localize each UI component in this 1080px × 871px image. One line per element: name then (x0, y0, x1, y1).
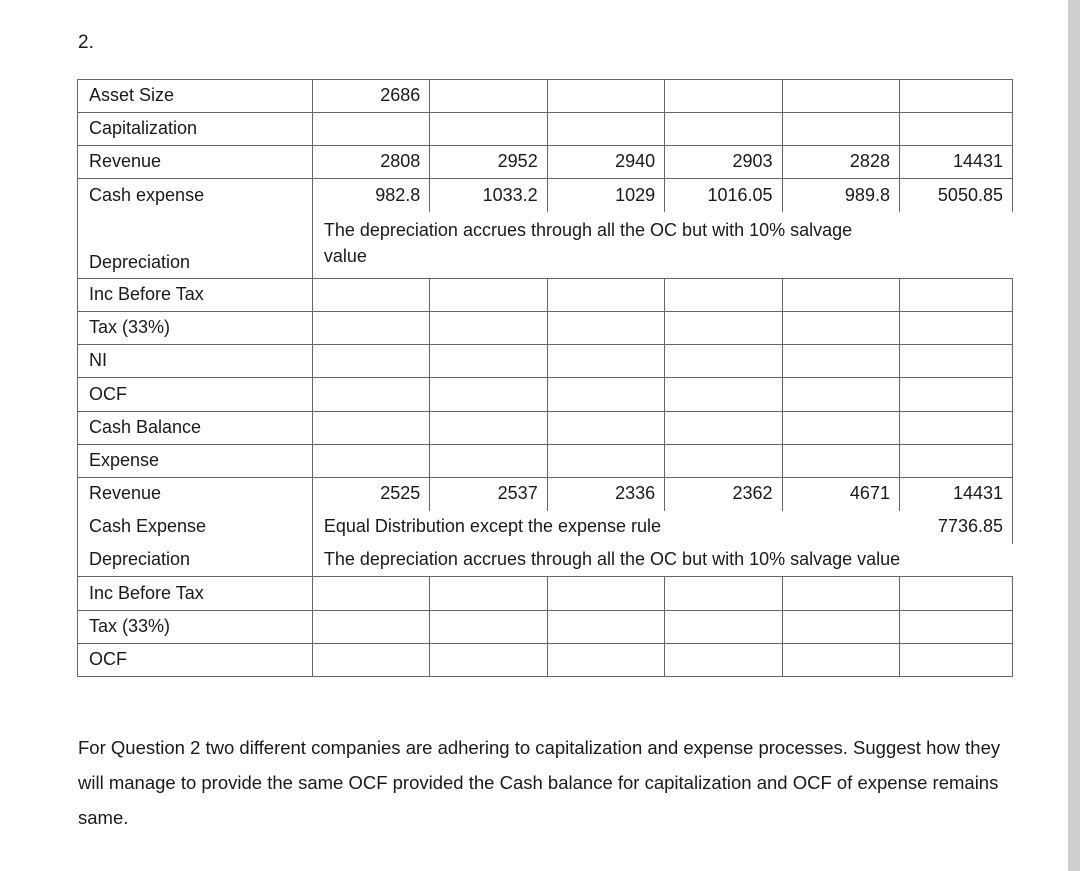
depreciation-note: The depreciation accrues through all the OC but with 10% salvage value (312, 212, 1012, 278)
empty-cell (547, 411, 664, 444)
empty-cell (899, 444, 1012, 477)
table-row-ocf (78, 378, 1013, 411)
revenue-value: 2952 (430, 146, 547, 179)
row-label: OCF (78, 378, 313, 411)
cash-expense-value: 1033.2 (430, 179, 547, 212)
empty-cell (547, 80, 664, 113)
table-row-expense-cash-expense (78, 511, 1013, 544)
empty-cell (312, 411, 429, 444)
table-row-cash-expense (78, 179, 1013, 212)
empty-cell (547, 444, 664, 477)
empty-cell (547, 278, 664, 311)
empty-cell (899, 113, 1012, 146)
question-text: For Question 2 two different companies are adhering to capitalization and expense processes. Suggest how they will manage to provide the same OCF provided the Cash balance for capitalization and OCF of expense remains same. (78, 737, 1001, 828)
empty-cell (899, 610, 1012, 643)
empty-cell (782, 345, 899, 378)
row-label: Inc Before Tax (78, 278, 313, 311)
scrollbar[interactable] (1068, 0, 1080, 871)
empty-cell (430, 411, 547, 444)
row-label: Revenue (78, 146, 313, 179)
empty-cell (312, 378, 429, 411)
empty-cell (547, 577, 664, 610)
depreciation-note: The depreciation accrues through all the OC but with 10% salvage value (312, 544, 1012, 577)
empty-cell (430, 80, 547, 113)
empty-cell (312, 312, 429, 345)
empty-cell (782, 610, 899, 643)
row-label: Cash expense (78, 179, 313, 212)
row-label: Revenue (78, 477, 313, 510)
empty-cell (665, 378, 782, 411)
empty-cell (430, 577, 547, 610)
empty-cell (665, 444, 782, 477)
revenue-value: 4671 (782, 477, 899, 510)
empty-cell (899, 411, 1012, 444)
table-row-expense-inc-before-tax (78, 577, 1013, 610)
revenue-value: 2525 (312, 477, 429, 510)
empty-cell (430, 610, 547, 643)
revenue-value: 2537 (430, 477, 547, 510)
empty-cell (782, 80, 899, 113)
empty-cell (547, 378, 664, 411)
empty-cell (665, 610, 782, 643)
cash-expense-value: 989.8 (782, 179, 899, 212)
empty-cell (899, 345, 1012, 378)
empty-cell (312, 643, 429, 676)
table-row-asset-size (78, 80, 1013, 113)
cash-expense-note: Equal Distribution except the expense rule (312, 511, 899, 544)
empty-cell (899, 577, 1012, 610)
cash-expense-value: 1016.05 (665, 179, 782, 212)
page-number: 2. (78, 32, 94, 53)
empty-cell (665, 411, 782, 444)
table-row-capitalization (78, 113, 1013, 146)
table-row-expense-ocf (78, 643, 1013, 676)
empty-cell (665, 577, 782, 610)
row-label: OCF (78, 643, 313, 676)
cash-expense-value: 1029 (547, 179, 664, 212)
empty-cell (899, 378, 1012, 411)
empty-cell (665, 345, 782, 378)
cash-expense-total: 5050.85 (899, 179, 1012, 212)
empty-cell (547, 312, 664, 345)
empty-cell (547, 113, 664, 146)
empty-cell (547, 345, 664, 378)
empty-cell (430, 278, 547, 311)
revenue-total: 14431 (899, 477, 1012, 510)
table-row-revenue (78, 146, 1013, 179)
empty-cell (782, 411, 899, 444)
row-label: Depreciation (78, 212, 313, 278)
empty-cell (665, 113, 782, 146)
revenue-total: 14431 (899, 146, 1012, 179)
empty-cell (430, 312, 547, 345)
row-label: Cash Expense (78, 511, 313, 544)
revenue-value: 2903 (665, 146, 782, 179)
empty-cell (665, 643, 782, 676)
empty-cell (312, 610, 429, 643)
table-row-depreciation (78, 212, 1013, 278)
empty-cell (312, 444, 429, 477)
table-row-cash-balance (78, 411, 1013, 444)
revenue-value: 2828 (782, 146, 899, 179)
table-row-expense-depreciation (78, 544, 1013, 577)
empty-cell (665, 80, 782, 113)
empty-cell (665, 278, 782, 311)
empty-cell (312, 278, 429, 311)
empty-cell (430, 643, 547, 676)
cash-expense-value: 982.8 (312, 179, 429, 212)
table-row-tax (78, 312, 1013, 345)
empty-cell (899, 312, 1012, 345)
empty-cell (430, 444, 547, 477)
row-label: Asset Size (78, 80, 313, 113)
empty-cell (782, 113, 899, 146)
table-row-expense-tax (78, 610, 1013, 643)
empty-cell (312, 345, 429, 378)
empty-cell (782, 312, 899, 345)
table-row-expense-revenue (78, 477, 1013, 510)
table-row-ni (78, 345, 1013, 378)
empty-cell (312, 577, 429, 610)
row-label: Inc Before Tax (78, 577, 313, 610)
revenue-value: 2336 (547, 477, 664, 510)
row-label: NI (78, 345, 313, 378)
empty-cell (312, 113, 429, 146)
empty-cell (430, 378, 547, 411)
empty-cell (782, 643, 899, 676)
table-row-inc-before-tax (78, 278, 1013, 311)
empty-cell (899, 278, 1012, 311)
row-label: Depreciation (78, 544, 313, 577)
revenue-value: 2940 (547, 146, 664, 179)
asset-size-value: 2686 (312, 80, 429, 113)
empty-cell (782, 577, 899, 610)
empty-cell (430, 113, 547, 146)
empty-cell (899, 80, 1012, 113)
table-row-expense (78, 444, 1013, 477)
cash-expense-total: 7736.85 (899, 511, 1012, 544)
empty-cell (430, 345, 547, 378)
empty-cell (782, 444, 899, 477)
empty-cell (782, 278, 899, 311)
empty-cell (665, 312, 782, 345)
revenue-value: 2362 (665, 477, 782, 510)
empty-cell (782, 378, 899, 411)
empty-cell (899, 643, 1012, 676)
empty-cell (547, 643, 664, 676)
row-label: Tax (33%) (78, 312, 313, 345)
row-label: Capitalization (78, 113, 313, 146)
row-label: Cash Balance (78, 411, 313, 444)
empty-cell (547, 610, 664, 643)
revenue-value: 2808 (312, 146, 429, 179)
row-label: Expense (78, 444, 313, 477)
row-label: Tax (33%) (78, 610, 313, 643)
financial-table (77, 79, 1013, 677)
